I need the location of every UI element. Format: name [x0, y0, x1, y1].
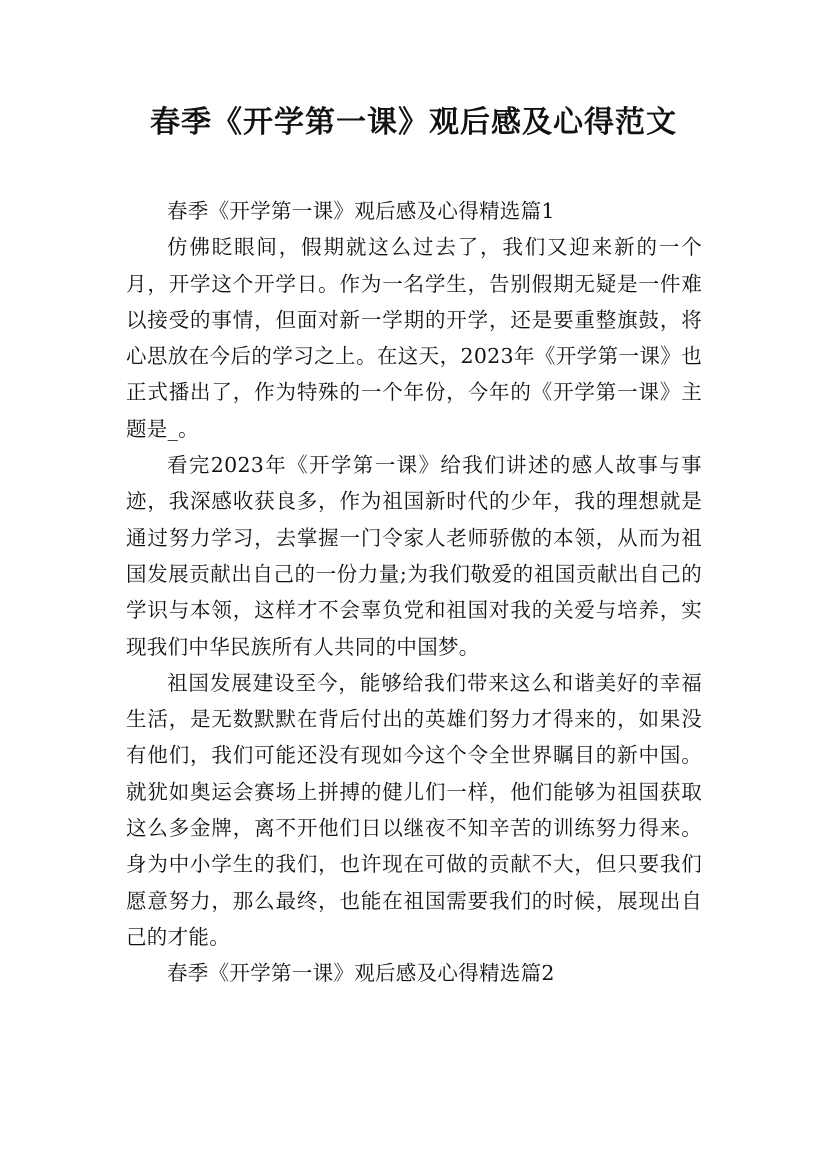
section-heading-1: 春季《开学第一课》观后感及心得精选篇1: [167, 199, 555, 223]
paragraph-3: 祖国发展建设至今，能够给我们带来这么和谐美好的幸福生活，是无数默默在背后付出的英雄们努力才得来的，如果没有他们，我们可能还没有现如今这个令全世界瞩目的新中国。就犹如奥运会赛场上拼搏的健儿们一样，他们能够为祖国获取这么多金牌，离不开他们日以继夜不知辛苦的训练努力得来。身为中小学生的我们，也许现在可做的贡献不大，但只要我们愿意努力，那么最终，也能在祖国需要我们的时候，展现出自己的才能。: [126, 670, 702, 949]
paragraph-2: 看完2023年《开学第一课》给我们讲述的感人故事与事迹，我深感收获良多，作为祖国新时代的少年，我的理想就是通过努力学习，去掌握一门令家人老师骄傲的本领，从而为祖国发展贡献出自己的一份力量;为我们敬爱的祖国贡献出自己的学识与本领，这样才不会辜负党和祖国对我的关爱与培养，实现我们中华民族所有人共同的中国梦。: [126, 453, 702, 659]
document-title: 春季《开学第一课》观后感及心得范文: [150, 105, 677, 140]
section-heading-2: 春季《开学第一课》观后感及心得精选篇2: [167, 961, 555, 986]
document-body: [126, 193, 702, 992]
paragraph-1: 仿佛眨眼间，假期就这么过去了，我们又迎来新的一个月，开学这个开学日。作为一名学生，告别假期无疑是一件难以接受的事情，但面对新一学期的开学，还是要重整旗鼓，将心思放在今后的学习之上。在这天，2023年《开学第一课》也正式播出了，作为特殊的一个年份，今年的《开学第一课》主题是_。: [126, 235, 702, 441]
